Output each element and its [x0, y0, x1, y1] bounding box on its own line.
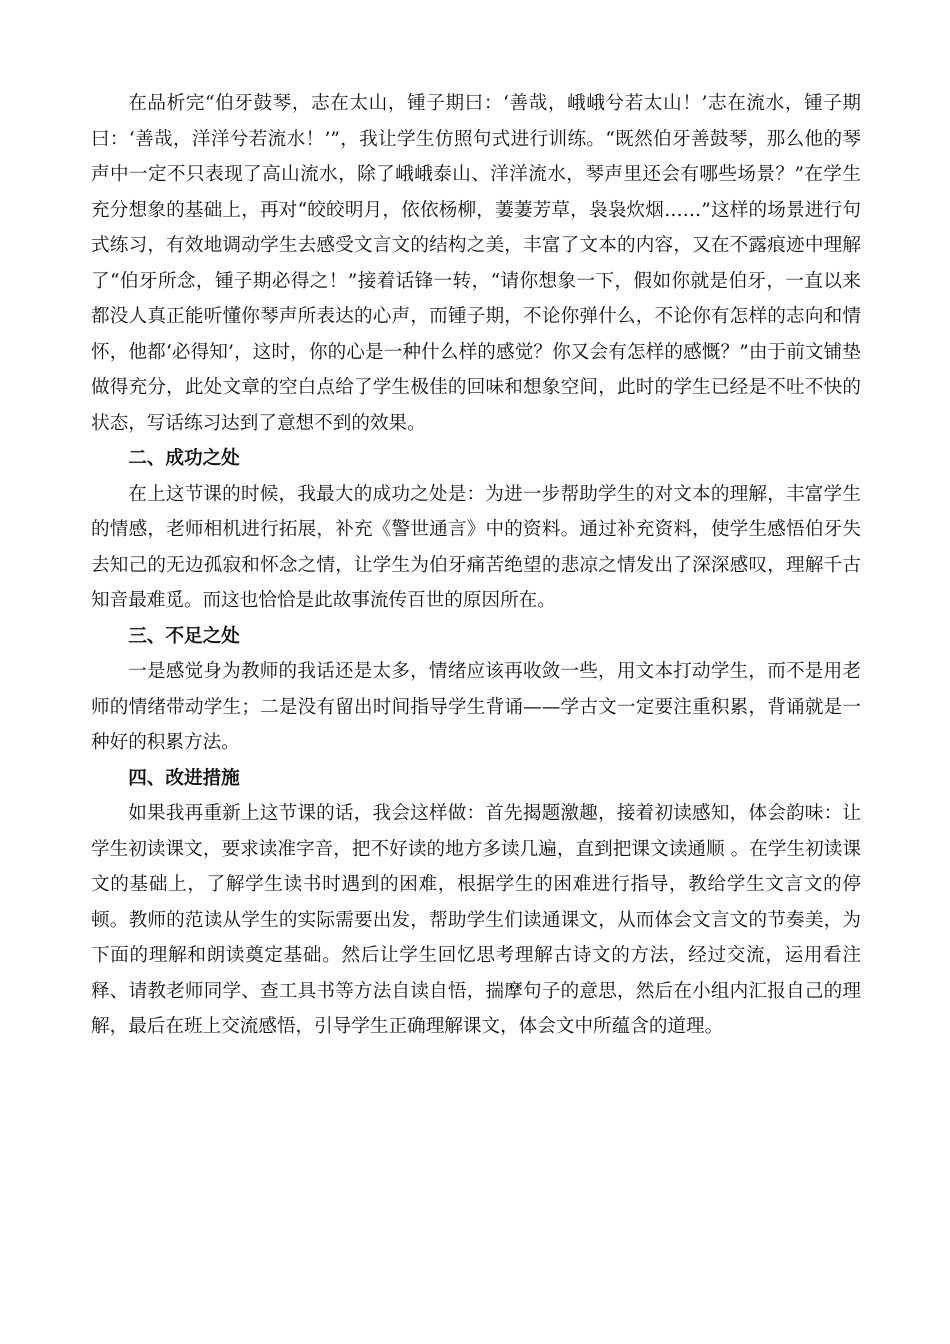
paragraph-shortcomings: 一是感觉身为教师的我话还是太多，情绪应该再收敛一些，用文本打动学生，而不是用老师的情绪带动学生；二是没有留出时间指导学生背诵——学古文一定要注重积累，背诵就是一种好的积累方法。: [91, 661, 861, 753]
section-heading-improvements: 四、改进措施: [128, 767, 240, 789]
paragraph-success: 在上这节课的时候，我最大的成功之处是：为进一步帮助学生的对文本的理解，丰富学生的情感，老师相机进行拓展，补充《警世通言》中的资料。通过补充资料，使学生感悟伯牙失去知己的无边孤寂和怀念之情，让学生为伯牙痛苦绝望的悲凉之情发出了深深感叹，理解千古知音最难觅。而这也恰恰是此故事流传百世的原因所在。: [91, 483, 861, 611]
document-body: [91, 86, 861, 1045]
section-heading-shortcomings: 三、不足之处: [128, 625, 240, 647]
paragraph-lesson-analysis: 在品析完“伯牙鼓琴，志在太山，锺子期曰：‘善哉，峨峨兮若太山！’志在流水，锺子期曰：‘善哉，洋洋兮若流水！’”，我让学生仿照句式进行训练。“既然伯牙善鼓琴，那么他的琴声中一定不只表现了高山流水，除了峨峨泰山、洋洋流水，琴声里还会有哪些场景？”在学生充分想象的基础上，再对“皎皎明月，依依杨柳，萋萋芳草，袅袅炊烟……”这样的场景进行句式练习，有效地调动学生去感受文言文的结构之美，丰富了文本的内容，又在不露痕迹中理解了“伯牙所念，锺子期必得之！”接着话锋一转，“请你想象一下，假如你就是伯牙，一直以来都没人真正能听懂你琴声所表达的心声，而锺子期，不论你弹什么，不论你有怎样的志向和情怀，他都‘必得知’，这时，你的心是一种什么样的感觉？你又会有怎样的感慨？”由于前文铺垫做得充分，此处文章的空白点给了学生极佳的回味和想象空间，此时的学生已经是不吐不快的状态，写话练习达到了意想不到的效果。: [91, 93, 862, 434]
section-heading-success: 二、成功之处: [128, 448, 240, 469]
paragraph-improvements: 如果我再重新上这节课的话，我会这样做：首先揭题激趣，接着初读感知，体会韵味：让学生初读课文，要求读准字音，把不好读的地方多读几遍，直到把课文读通顺 。在学生初读课文的基础上，了解学生读书时遇到的困难，根据学生的困难进行指导，教给学生文言文的停顿。教师的范读从学生的实际需要出发，帮助学生们读通课文，从而体会文言文的节奏美，为下面的理解和朗读奠定基础。然后让学生回忆思考理解古诗文的方法，经过交流，运用看注释、请教老师同学、查工具书等方法自读自悟，揣摩句子的意思，然后在小组内汇报自己的理解，最后在班上交流感悟，引导学生正确理解课文，体会文中所蕴含的道理。: [91, 803, 861, 1037]
